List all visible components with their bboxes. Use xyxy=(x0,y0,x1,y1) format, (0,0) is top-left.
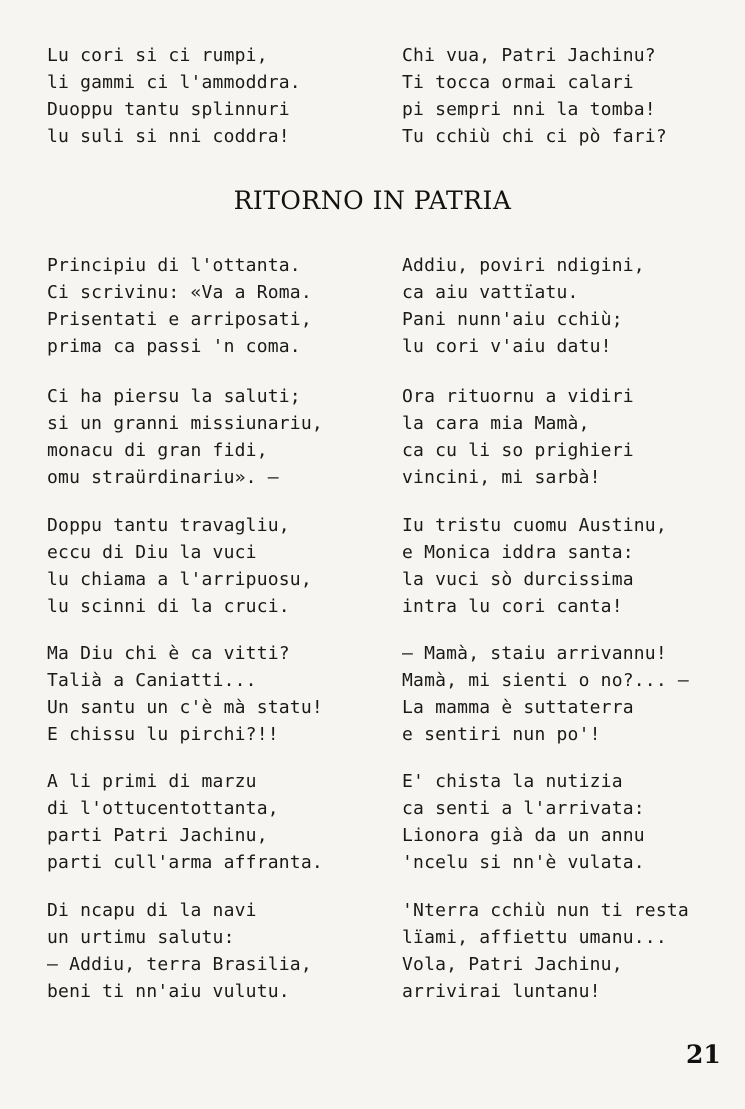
stanza xyxy=(402,383,634,491)
verse-line: di l'ottucentottanta, xyxy=(47,798,279,819)
verse-line: eccu di Diu la vuci xyxy=(47,542,257,563)
verse-line: parti cull'arma affranta. xyxy=(47,852,323,873)
stanza xyxy=(47,383,323,491)
verse-line: A li primi di marzu xyxy=(47,771,257,792)
stanza xyxy=(402,768,645,876)
verse-line: Ci scrivinu: «Va a Roma. xyxy=(47,282,312,303)
verse-line: omu straürdinariu». — xyxy=(47,467,279,488)
page-number: 21 xyxy=(686,1040,721,1069)
verse-line: lu scinni di la cruci. xyxy=(47,596,290,617)
verse-line: Di ncapu di la navi xyxy=(47,900,257,921)
verse-line: la vuci sò durcissima xyxy=(402,569,634,590)
verse-line: Lu cori si ci rumpi, xyxy=(47,45,268,66)
verse-line: Lionora già da un annu xyxy=(402,825,645,846)
verse-line: Un santu un c'è mà statu! xyxy=(47,697,323,718)
verse-line: Pani nunn'aiu cchiù; xyxy=(402,309,623,330)
verse-line: monacu di gran fidi, xyxy=(47,440,268,461)
verse-line: Talià a Caniatti... xyxy=(47,670,257,691)
verse-line: Duoppu tantu splinnuri xyxy=(47,99,290,120)
top-left-stanza xyxy=(47,42,301,150)
verse-line: pi sempri nni la tomba! xyxy=(402,99,656,120)
verse-line: lu cori v'aiu datu! xyxy=(402,336,612,357)
verse-line: Doppu tantu travagliu, xyxy=(47,515,290,536)
verse-line: ca senti a l'arrivata: xyxy=(402,798,645,819)
verse-line: li gammi ci l'ammoddra. xyxy=(47,72,301,93)
verse-line: arrivirai luntanu! xyxy=(402,981,601,1002)
stanza xyxy=(47,640,323,748)
verse-line: ca aiu vattïatu. xyxy=(402,282,579,303)
verse-line: Ci ha piersu la saluti; xyxy=(47,386,301,407)
verse-line: Chi vua, Patri Jachinu? xyxy=(402,45,656,66)
verse-line: lïami, affiettu umanu... xyxy=(402,927,667,948)
verse-line: lu chiama a l'arripuosu, xyxy=(47,569,312,590)
verse-line: Mamà, mi sienti o no?... — xyxy=(402,670,689,691)
verse-line: 'Nterra cchiù nun ti resta xyxy=(402,900,689,921)
verse-line: La mamma è suttaterra xyxy=(402,697,634,718)
verse-line: Prisentati e arriposati, xyxy=(47,309,312,330)
verse-line: E' chista la nutizia xyxy=(402,771,623,792)
verse-line: un urtimu salutu: xyxy=(47,927,235,948)
verse-line: Vola, Patri Jachinu, xyxy=(402,954,623,975)
verse-line: beni ti nn'aiu vulutu. xyxy=(47,981,290,1002)
stanza xyxy=(47,768,323,876)
verse-line: Principiu di l'ottanta. xyxy=(47,255,301,276)
verse-line: lu suli si nni coddra! xyxy=(47,126,290,147)
verse-line: e Monica iddra santa: xyxy=(402,542,634,563)
verse-line: la cara mia Mamà, xyxy=(402,413,590,434)
verse-line: — Addiu, terra Brasilia, xyxy=(47,954,312,975)
verse-line: intra lu cori canta! xyxy=(402,596,623,617)
verse-line: ca cu li so prighieri xyxy=(402,440,634,461)
stanza xyxy=(402,252,645,360)
stanza xyxy=(47,252,312,360)
verse-line: parti Patri Jachinu, xyxy=(47,825,268,846)
verse-line: e sentiri nun po'! xyxy=(402,724,601,745)
verse-line: si un granni missiunariu, xyxy=(47,413,323,434)
stanza xyxy=(402,640,689,748)
verse-line: E chissu lu pirchi?!! xyxy=(47,724,279,745)
poem-title: RITORNO IN PATRIA xyxy=(233,186,512,215)
verse-line: Ma Diu chi è ca vitti? xyxy=(47,643,290,664)
stanza xyxy=(402,512,667,620)
top-right-stanza xyxy=(402,42,667,150)
verse-line: Ti tocca ormai calari xyxy=(402,72,634,93)
verse-line: — Mamà, staiu arrivannu! xyxy=(402,643,667,664)
verse-line: Iu tristu cuomu Austinu, xyxy=(402,515,667,536)
verse-line: prima ca passi 'n coma. xyxy=(47,336,301,357)
verse-line: Addiu, poviri ndigini, xyxy=(402,255,645,276)
stanza xyxy=(47,512,312,620)
stanza xyxy=(47,897,312,1005)
verse-line: vincini, mi sarbà! xyxy=(402,467,601,488)
stanza xyxy=(402,897,689,1005)
verse-line: 'ncelu si nn'è vulata. xyxy=(402,852,645,873)
verse-line: Tu cchiù chi ci pò fari? xyxy=(402,126,667,147)
verse-line: Ora rituornu a vidiri xyxy=(402,386,634,407)
